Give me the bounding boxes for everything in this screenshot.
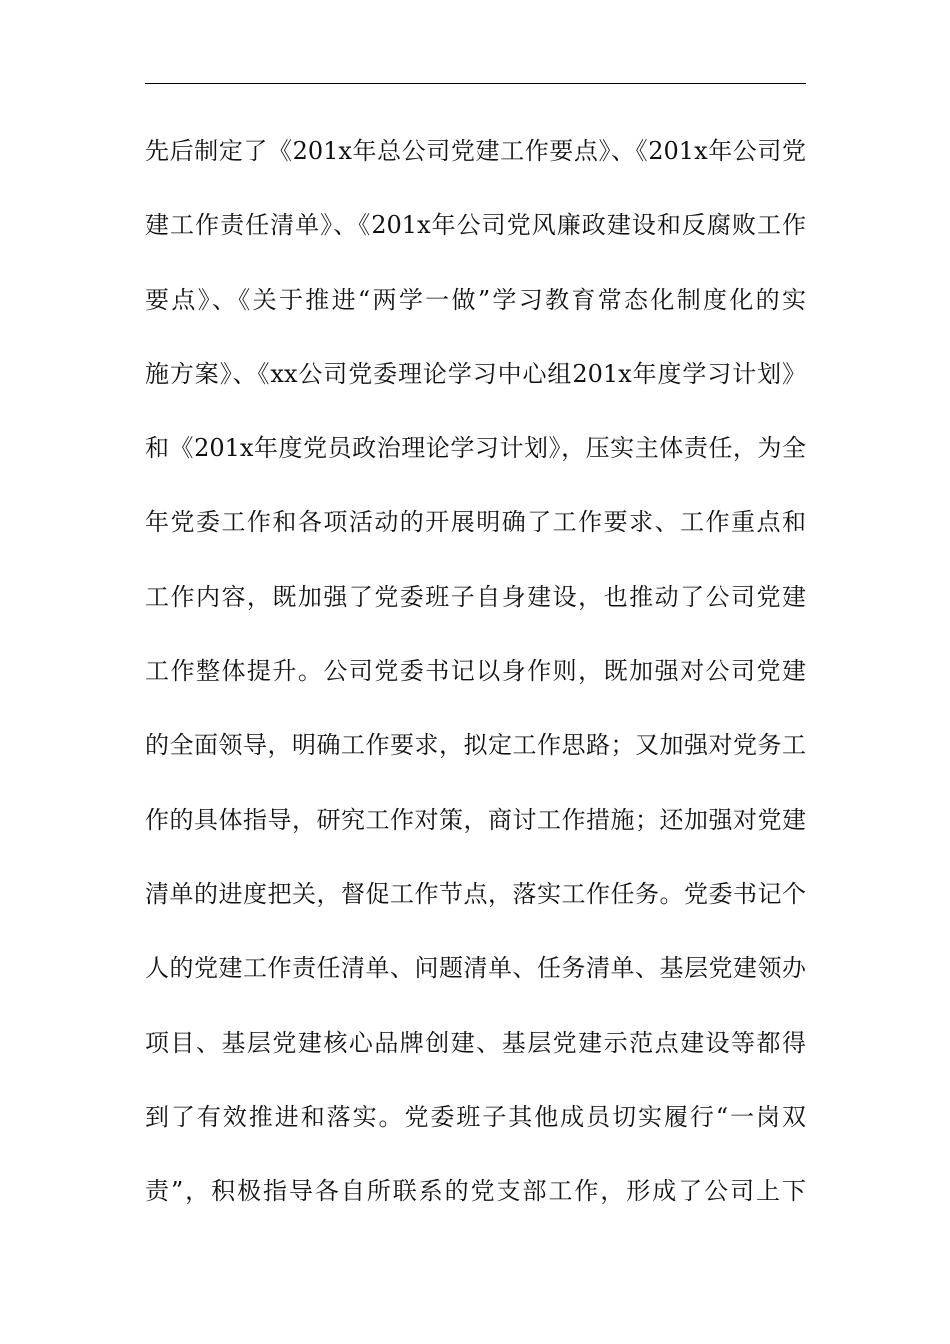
text-line: 和《201x年度党员政治理论学习计划》，压实主体责任，为全 [145,434,806,463]
text-line: 的全面领导，明确工作要求，拟定工作思路；又加强对党务工 [145,731,806,760]
text-line: 年党委工作和各项活动的开展明确了工作要求、工作重点和 [145,508,806,537]
text-line: 施方案》、《xx公司党委理论学习中心组201x年度学习计划》 [145,359,806,388]
text-line: 责”，积极指导各自所联系的党支部工作，形成了公司上下 [145,1177,806,1206]
text-line: 建工作责任清单》、《201x年公司党风廉政建设和反腐败工作 [145,211,806,240]
text-line: 先后制定了《201x年总公司党建工作要点》、《201x年公司党 [145,137,806,165]
text-line: 到了有效推进和落实。党委班子其他成员切实履行“一岗双 [145,1102,806,1131]
header-rule [145,83,806,84]
text-line: 人的党建工作责任清单、问题清单、任务清单、基层党建领办 [145,954,806,983]
text-line: 清单的进度把关，督促工作节点，落实工作任务。党委书记个 [145,879,806,908]
text-line: 作的具体指导，研究工作对策，商讨工作措施；还加强对党建 [145,805,806,834]
text-line: 要点》、《关于推进“两学一做”学习教育常态化制度化的实 [145,285,806,314]
text-line: 工作整体提升。公司党委书记以身作则，既加强对公司党建 [145,657,806,686]
text-line: 工作内容，既加强了党委班子自身建设，也推动了公司党建 [145,582,806,611]
body-paragraph [145,122,806,1236]
text-line: 项目、基层党建核心品牌创建、基层党建示范点建设等都得 [145,1028,806,1057]
